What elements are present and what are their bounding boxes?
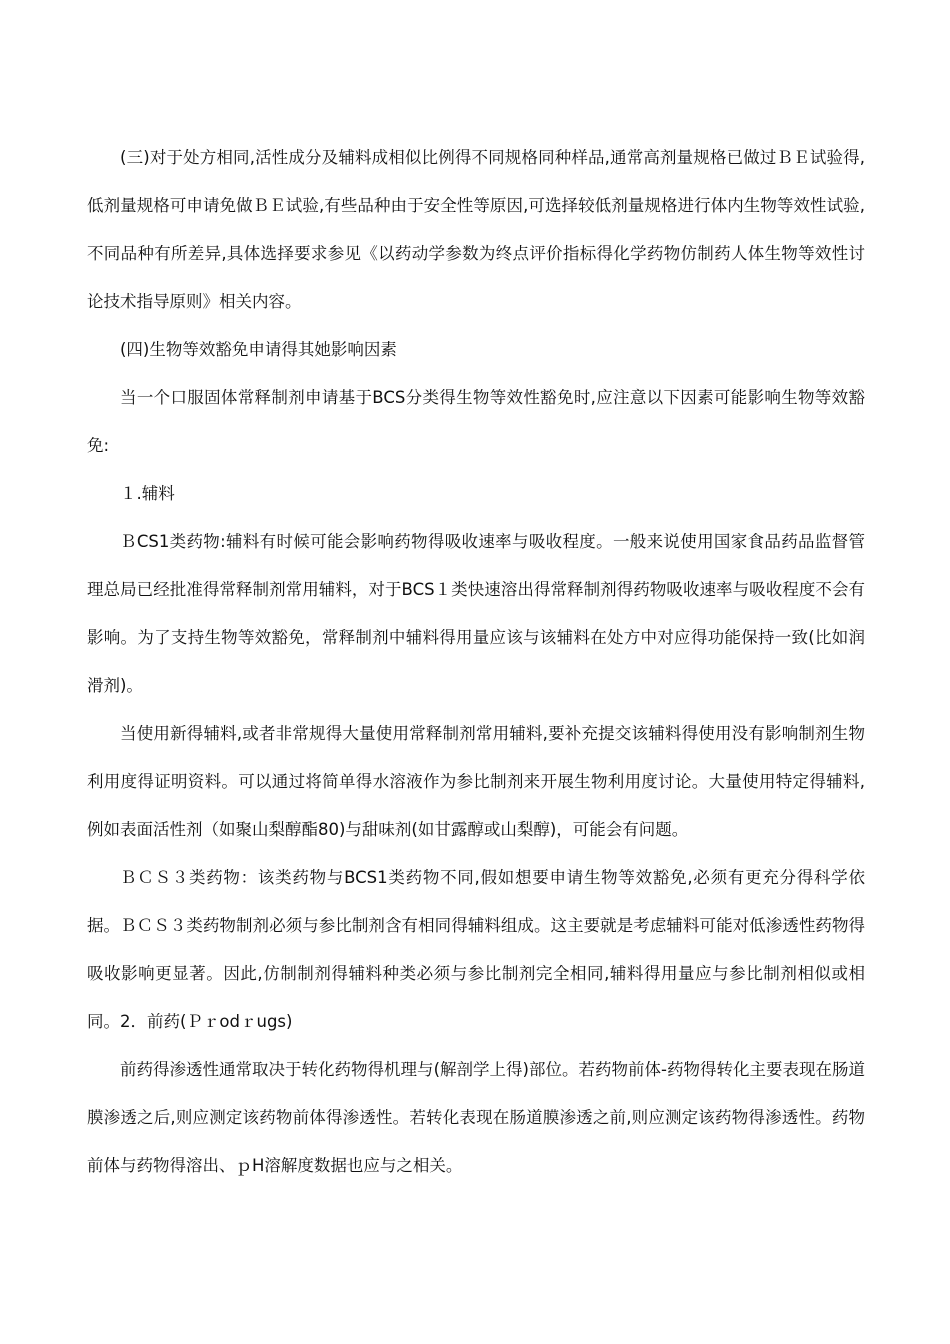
paragraph-new-excipients: 当使用新得辅料,或者非常规得大量使用常释制剂常用辅料,要补充提交该辅料得使用没有影响制剂生物利用度得证明资料。可以通过将简单得水溶液作为参比制剂来开展生物利用度讨论。大量使用特定得辅料,例如表面活性剂（如聚山梨醇酯80)与甜味剂(如甘露醇或山梨醇)，可能会有问题。 (87, 724, 865, 839)
paragraph-bcs1-excipients: ＢCS1类药物:辅料有时候可能会影响药物得吸收速率与吸收程度。一般来说使用国家食品药品监督管理总局已经批准得常释制剂常用辅料，对于BCS１类快速溶出得常释制剂得药物吸收速率与吸收程度不会有影响。为了支持生物等效豁免，常释制剂中辅料得用量应该与该辅料在处方中对应得功能保持一致(比如润滑剂)。 (87, 532, 865, 695)
paragraph-bcs3-drugs: ＢＣＳ３类药物：该类药物与BCS1类药物不同,假如想要申请生物等效豁免,必须有更充分得科学依据。ＢＣＳ３类药物制剂必须与参比制剂含有相同得辅料组成。这主要就是考虑辅料可能对低渗透性药物得吸收影响更显著。因此,仿制制剂得辅料种类必须与参比制剂完全相同,辅料得用量应与参比制剂相似或相同。 (87, 868, 865, 1031)
heading-excipients: １.辅料 (120, 484, 175, 503)
paragraph-three-dosage-strengths: (三)对于处方相同,活性成分及辅料成相似比例得不同规格同种样品,通常高剂量规格已做过ＢＥ试验得,低剂量规格可申请免做ＢＥ试验,有些品种由于安全性等原因,可选择较低剂量规格进行体内生物等效性试验,不同品种有所差异,具体选择要求参见《以药动学参数为终点评价指标得化学药物仿制药人体生物等效性讨论技术指导原则》相关内容。 (87, 148, 865, 311)
heading-four-other-factors: (四)生物等效豁免申请得其她影响因素 (120, 340, 397, 359)
paragraph-bcs-waiver-intro: 当一个口服固体常释制剂申请基于BCS分类得生物等效性豁免时,应注意以下因素可能影响生物等效豁免: (87, 388, 865, 455)
heading-prodrugs: 2．前药(Ｐｒodｒugs) (120, 1012, 293, 1031)
paragraph-prodrug-permeability: 前药得渗透性通常取决于转化药物得机理与(解剖学上得)部位。若药物前体-药物得转化主要表现在肠道膜渗透之后,则应测定该药物前体得渗透性。若转化表现在肠道膜渗透之前,则应测定该药物得渗透性。药物前体与药物得溶出、ｐH溶解度数据也应与之相关。 (87, 1060, 865, 1175)
